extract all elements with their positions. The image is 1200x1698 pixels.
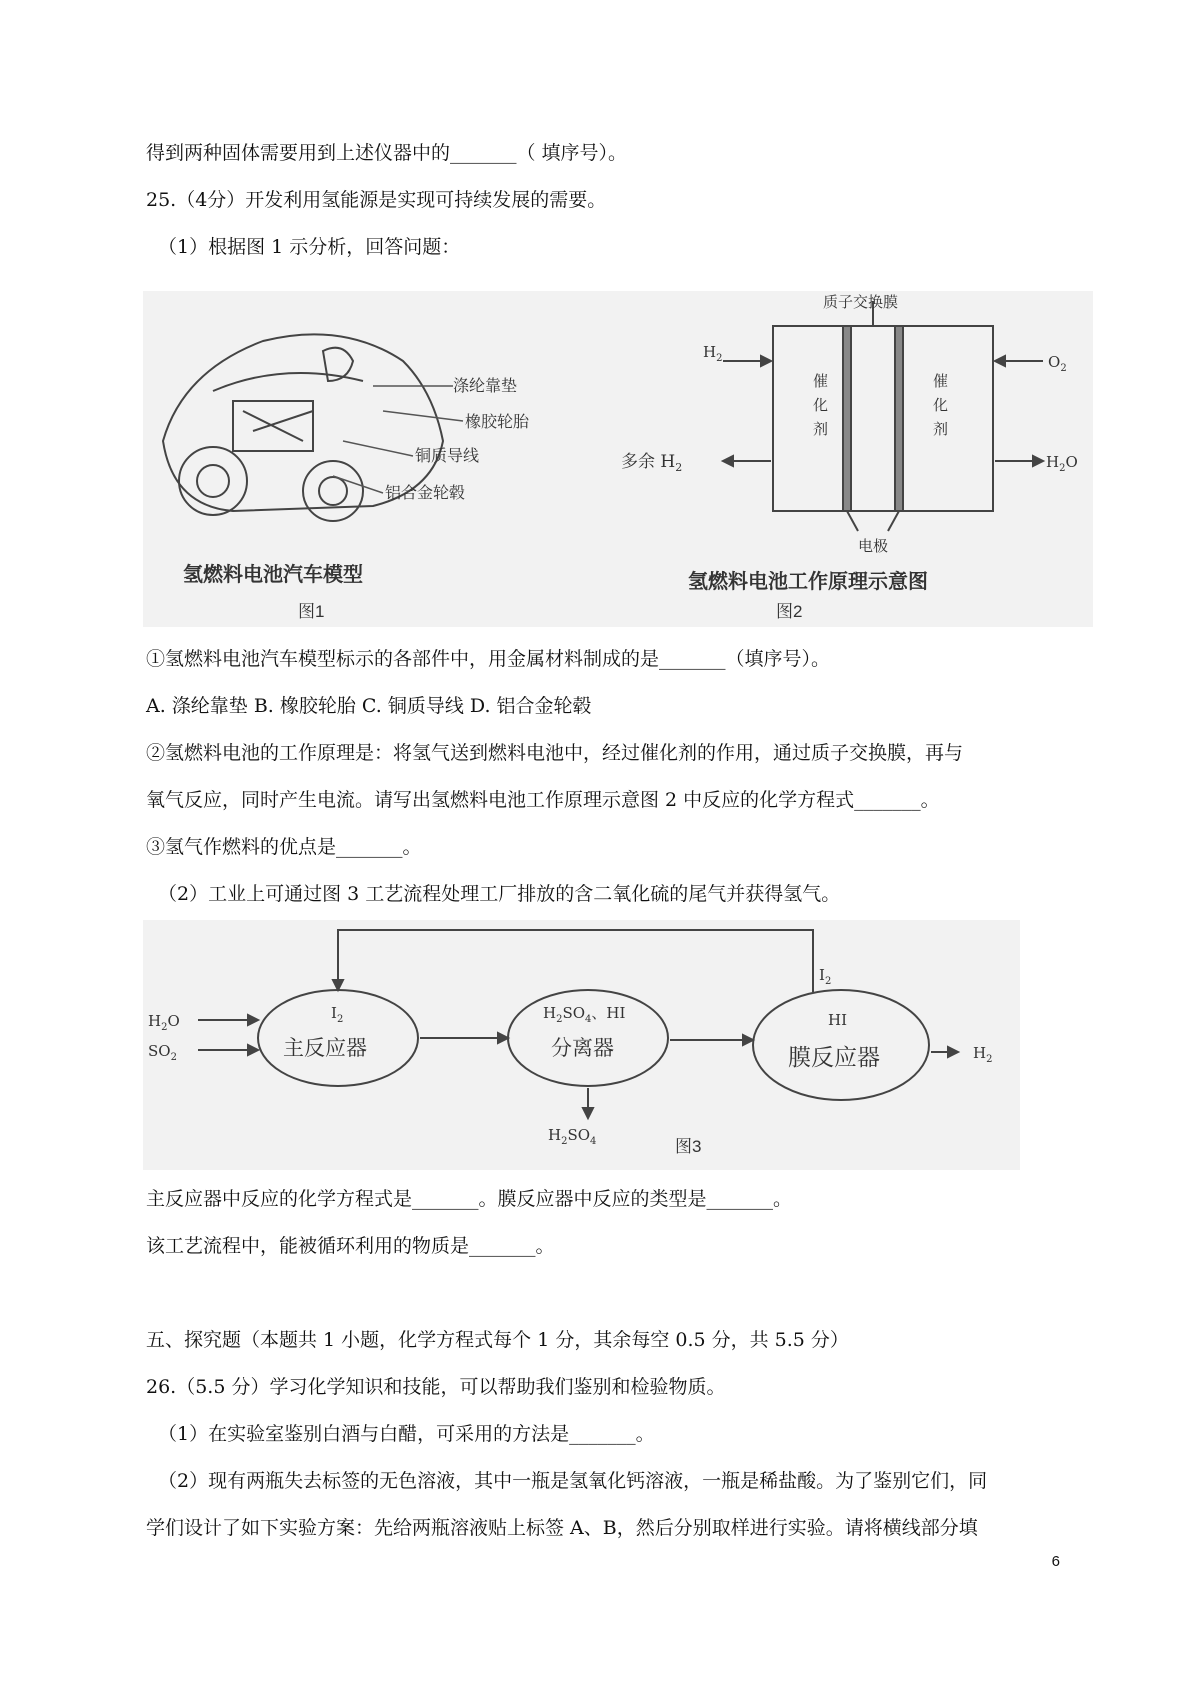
figure-3 bbox=[143, 920, 1020, 1170]
question-26-part2-cont: 学们设计了如下实验方案：先给两瓶溶液贴上标签 A、B，然后分别取样进行实验。请将横线部分填 bbox=[146, 1517, 978, 1539]
fig1-label-3: 铜质导线 bbox=[415, 446, 480, 465]
line-9: （2）工业上可通过图 3 工艺流程处理工厂排放的含二氧化硫的尾气并获得氢气。 bbox=[158, 883, 841, 905]
fig3-figure-label: 图3 bbox=[675, 1137, 702, 1156]
fig2-membrane-label: 质子交换膜 bbox=[823, 293, 899, 311]
line-10: 主反应器中反应的化学方程式是_______。膜反应器中反应的类型是_______。 bbox=[146, 1188, 793, 1210]
fig1-label-1: 涤纶靠垫 bbox=[453, 376, 518, 395]
fuel-cell-diagram bbox=[773, 301, 993, 531]
line-5: A. 涤纶靠垫 B. 橡胶轮胎 C. 铜质导线 D. 铝合金轮毂 bbox=[146, 695, 592, 717]
fig3-output-h2so4: $H_2SO_4$ bbox=[548, 1126, 597, 1147]
page-number: 6 bbox=[1051, 1553, 1060, 1570]
fig1-caption: 氢燃料电池汽车模型 bbox=[183, 562, 363, 586]
figure-1-2 bbox=[143, 291, 1093, 627]
question-26-header: 26.（5.5 分）学习化学知识和技能，可以帮助我们鉴别和检验物质。 bbox=[146, 1376, 726, 1398]
fig3-reactor-top: $I_2$ bbox=[331, 1004, 344, 1025]
fig2-h2-in: $H_2$ bbox=[703, 343, 723, 364]
fig3-recycle-label: $I_2$ bbox=[819, 966, 832, 987]
fig1-label-4: 铝合金轮毂 bbox=[385, 483, 466, 502]
section-5-header: 五、探究题（本题共 1 小题，化学方程式每个 1 分，其余每空 0.5 分，共 5.5 分） bbox=[146, 1329, 849, 1351]
line-7: 氧气反应，同时产生电流。请写出氢燃料电池工作原理示意图 2 中反应的化学方程式_______。 bbox=[146, 789, 940, 811]
line-11: 该工艺流程中，能被循环利用的物质是_______。 bbox=[146, 1235, 555, 1257]
line-4: ①氢燃料电池汽车模型标示的各部件中，用金属材料制成的是_______（填序号）。 bbox=[146, 648, 831, 670]
fig2-electrode-label: 电极 bbox=[858, 537, 889, 555]
fig2-excess-h2: 多余 $H_2$ bbox=[621, 452, 683, 474]
fig3-membrane-name: 膜反应器 bbox=[788, 1045, 880, 1071]
fig3-input-h2o: $H_2O$ bbox=[148, 1012, 180, 1033]
fig3-output-h2: $H_2$ bbox=[973, 1044, 993, 1065]
question-25-part1: （1）根据图 1 示分析，回答问题： bbox=[158, 236, 461, 258]
fig1-label-2: 橡胶轮胎 bbox=[465, 412, 530, 431]
line-1: 得到两种固体需要用到上述仪器中的_______（ 填序号）。 bbox=[146, 142, 628, 164]
line-6: ②氢燃料电池的工作原理是：将氢气送到燃料电池中，经过催化剂的作用，通过质子交换膜，再与 bbox=[146, 742, 964, 764]
fig3-separator-top: $H_2SO_4$、HI bbox=[543, 1004, 626, 1025]
fig2-figure-label: 图2 bbox=[776, 602, 803, 621]
fig2-o2-in: $O_2$ bbox=[1048, 353, 1067, 374]
fig3-membrane-top: HI bbox=[828, 1011, 848, 1029]
fig3-input-so2: $SO_2$ bbox=[148, 1042, 177, 1063]
question-25-header: 25.（4分）开发利用氢能源是实现可持续发展的需要。 bbox=[146, 189, 607, 211]
fig3-reactor-name: 主反应器 bbox=[283, 1036, 367, 1060]
line-8: ③氢气作燃料的优点是_______。 bbox=[146, 836, 422, 858]
fig2-catalyst-left: 催 化 剂 bbox=[813, 372, 829, 438]
figure-3-svg bbox=[143, 920, 1020, 1170]
fig2-catalyst-right: 催 化 剂 bbox=[933, 372, 949, 438]
fig2-h2o-out: $H_2O$ bbox=[1046, 453, 1078, 474]
fig3-separator-name: 分离器 bbox=[551, 1036, 614, 1060]
fig1-figure-label: 图1 bbox=[298, 602, 325, 621]
question-26-part1: （1）在实验室鉴别白酒与白醋，可采用的方法是_______。 bbox=[158, 1423, 655, 1445]
fig2-caption: 氢燃料电池工作原理示意图 bbox=[688, 569, 928, 593]
figure-1-2-svg bbox=[143, 291, 1093, 627]
question-26-part2: （2）现有两瓶失去标签的无色溶液，其中一瓶是氢氧化钙溶液，一瓶是稀盐酸。为了鉴别它们，同 bbox=[158, 1470, 988, 1492]
